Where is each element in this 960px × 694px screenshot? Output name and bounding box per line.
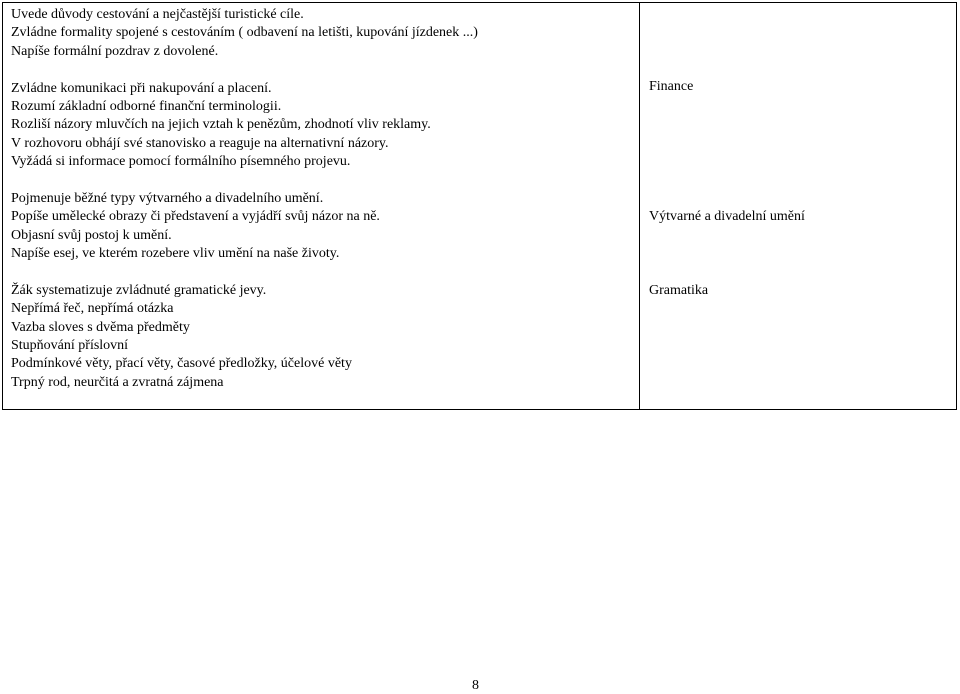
section-gap — [11, 61, 478, 79]
section-gap — [11, 172, 478, 190]
outcome-line: Podmínkové věty, přací věty, časové předložky, účelové věty — [11, 356, 352, 372]
outcome-line: Pojmenuje běžné typy výtvarného a divadelního umění. — [11, 190, 324, 206]
outcome-line: Nepřímá řeč, nepřímá otázka — [11, 301, 174, 317]
outcome-line: V rozhovoru obhájí své stanovisko a reaguje na alternativní názory. — [11, 135, 389, 151]
outcome-line: Uvede důvody cestování a nejčastější turistické cíle. — [11, 7, 304, 22]
page-number: 8 — [472, 678, 479, 693]
outcome-line: Vyžádá si informace pomocí formálního písemného projevu. — [11, 154, 351, 170]
content-table — [2, 2, 957, 410]
outcome-line: Rozumí základní odborné finanční terminologii. — [11, 98, 282, 114]
outcome-line: Žák systematizuje zvládnuté gramatické jevy. — [11, 282, 267, 298]
outcomes-column — [11, 6, 478, 392]
outcome-line: Napíše esej, ve kterém rozebere vliv umění na naše životy. — [11, 246, 340, 262]
outcome-line: Vazba sloves s dvěma předměty — [11, 319, 190, 335]
outcome-line: Popíše umělecké obrazy či představení a vyjádří svůj názor na ně. — [11, 209, 380, 225]
outcome-line: Trpný rod, neurčitá a zvratná zájmena — [11, 374, 224, 390]
column-divider — [639, 3, 640, 409]
outcome-line: Rozliší názory mluvčích na jejich vztah k penězům, zhodnotí vliv reklamy. — [11, 117, 431, 133]
outcome-line: Stupňování příslovní — [11, 338, 129, 354]
section-gap — [11, 263, 478, 281]
topic-art: Výtvarné a divadelní umění — [649, 209, 805, 224]
outcome-line: Napíše formální pozdrav z dovolené. — [11, 43, 219, 59]
topic-finance: Finance — [649, 79, 694, 94]
topic-grammar: Gramatika — [649, 283, 709, 298]
outcome-line: Zvládne formality spojené s cestováním ( odbavení na letišti, kupování jízdenek ...) — [11, 25, 478, 41]
outcome-line: Zvládne komunikaci při nakupování a placení. — [11, 80, 272, 96]
outcome-line: Objasní svůj postoj k umění. — [11, 227, 172, 243]
